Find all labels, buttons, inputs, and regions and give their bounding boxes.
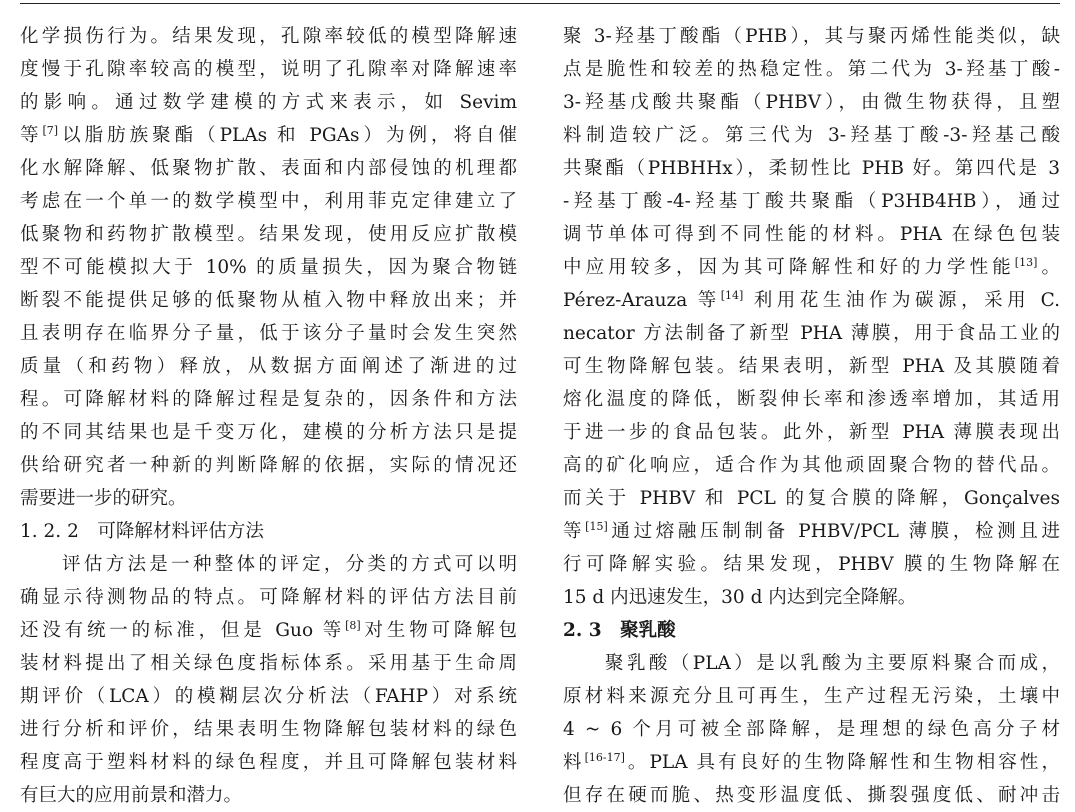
text-line <box>563 482 1060 515</box>
line-text: -羟基丁酸-4-羟基丁酸共聚酯（P3HB4HB），通过 <box>563 191 1060 212</box>
line-text: necator 方法制备了新型 PHA 薄膜，用于食品工业的 <box>563 323 1060 344</box>
citation-ref: [7] <box>42 124 59 137</box>
line-text: 料 <box>563 752 585 773</box>
line-text: 装材料提出了相关绿色度指标体系。采用基于生命周 <box>20 653 517 674</box>
text-line <box>563 119 1060 152</box>
line-text: 等 <box>563 521 586 542</box>
right-column <box>563 20 1060 812</box>
citation-ref: [13] <box>1014 256 1038 269</box>
text-line <box>20 548 517 581</box>
line-text: 型不可能模拟大于 10% 的质量损失，因为聚合物链 <box>20 257 517 278</box>
text-line <box>563 86 1060 119</box>
line-text: 且表明存在临界分子量，低于该分子量时会发生突然 <box>20 323 517 344</box>
line-text: 还没有统一的标准，但是 Guo 等 <box>20 620 346 641</box>
section-heading <box>563 614 1060 647</box>
line-text: 等 <box>20 125 43 146</box>
section-heading <box>20 515 517 548</box>
text-line <box>20 119 517 152</box>
text-line <box>563 251 1060 284</box>
line-text: 行可降解实验。结果发现，PHBV 膜的生物降解在 <box>563 554 1060 575</box>
text-line <box>563 152 1060 185</box>
left-column <box>20 20 517 812</box>
text-line <box>563 515 1060 548</box>
text-line <box>20 350 517 383</box>
line-text: 聚乳酸（PLA）是以乳酸为主要原料聚合而成， <box>605 653 1060 674</box>
text-line <box>20 449 517 482</box>
text-line <box>20 152 517 185</box>
line-text: 可生物降解包装。结果表明，新型 PHA 及其膜随着 <box>563 356 1060 377</box>
line-text: 原材料来源充分且可再生，生产过程无污染，土壤中 <box>563 686 1060 707</box>
text-line <box>563 581 1060 614</box>
line-text: 通过熔融压制制备 PHBV/PCL 薄膜，检测且进 <box>607 521 1060 542</box>
line-text: 于进一步的食品包装。此外，新型 PHA 薄膜表现出 <box>563 422 1060 443</box>
line-text: 化水解降解、低聚物扩散、表面和内部侵蚀的机理都 <box>20 158 517 179</box>
text-line <box>563 383 1060 416</box>
citation-ref: [15] <box>585 520 608 533</box>
text-line <box>20 20 517 53</box>
text-line <box>20 482 517 515</box>
text-line <box>20 779 517 812</box>
text-line <box>563 449 1060 482</box>
line-text: 进行分析和评价，结果表明生物降解包装材料的绿色 <box>20 719 517 740</box>
line-text: 低聚物和药物扩散模型。结果发现，使用反应扩散模 <box>20 224 517 245</box>
citation-ref: [16-17] <box>584 751 625 764</box>
line-text: 点是脆性和较差的热稳定性。第二代为 3-羟基丁酸- <box>563 59 1060 80</box>
line-text: 程。可降解材料的降解过程是复杂的，因条件和方法 <box>20 389 517 410</box>
text-line <box>20 746 517 779</box>
line-text: 确显示待测物品的特点。可降解材料的评估方法目前 <box>20 587 517 608</box>
text-line <box>563 746 1060 779</box>
text-line <box>20 53 517 86</box>
line-text: 化学损伤行为。结果发现，孔隙率较低的模型降解速 <box>20 26 517 47</box>
text-line <box>20 383 517 416</box>
text-line <box>20 284 517 317</box>
line-text: 断裂不能提供足够的低聚物从植入物中释放出来；并 <box>20 290 517 311</box>
text-line <box>563 185 1060 218</box>
line-text: 质量（和药物）释放，从数据方面阐述了渐进的过 <box>20 356 517 377</box>
line-text: 。PLA 具有良好的生物降解性和生物相容性， <box>624 752 1060 773</box>
text-line <box>20 680 517 713</box>
line-text: 考虑在一个单一的数学模型中，利用菲克定律建立了 <box>20 191 517 212</box>
text-line <box>20 86 517 119</box>
text-line <box>20 251 517 284</box>
text-line <box>563 713 1060 746</box>
line-text: 度慢于孔隙率较高的模型，说明了孔隙率对降解速率 <box>20 59 517 80</box>
text-line <box>563 53 1060 86</box>
line-text: 高的矿化响应，适合作为其他顽固聚合物的替代品。 <box>563 455 1060 476</box>
line-text: 4 ~ 6 个月可被全部降解，是理想的绿色高分子材 <box>563 719 1060 740</box>
line-text: 中应用较多，因为其可降解性和好的力学性能 <box>563 257 1015 278</box>
line-text: 。 <box>1037 257 1060 278</box>
text-line <box>563 20 1060 53</box>
line-text: 共聚酯（PHBHHx），柔韧性比 PHB 好。第四代是 3 <box>563 158 1060 179</box>
line-text: 但存在硬而脆、热变形温度低、撕裂强度低、耐冲击 <box>563 785 1060 806</box>
line-text: 程度高于塑料材料的绿色程度，并且可降解包装材料 <box>20 752 517 773</box>
line-text: 供给研究者一种新的判断降解的依据，实际的情况还 <box>20 455 517 476</box>
line-text: 有巨大的应用前景和潜力。 <box>20 785 243 806</box>
text-line <box>20 218 517 251</box>
text-line <box>20 614 517 647</box>
line-text: 而关于 PHBV 和 PCL 的复合膜的降解，Gonçalves <box>563 488 1060 509</box>
line-text: 2. 3 聚乳酸 <box>563 620 676 641</box>
line-text: Pérez-Arauza 等 <box>563 290 721 311</box>
line-text: 调节单体可得到不同性能的材料。PHA 在绿色包装 <box>563 224 1060 245</box>
citation-ref: [14] <box>720 289 744 302</box>
line-text: 的不同其结果也是千变万化，建模的分析方法只是提 <box>20 422 517 443</box>
line-text: 期评价（LCA）的模糊层次分析法（FAHP）对系统 <box>20 686 517 707</box>
line-text: 熔化温度的降低，断裂伸长率和渗透率增加，其适用 <box>563 389 1060 410</box>
text-line <box>563 284 1060 317</box>
line-text: 需要进一步的研究。 <box>20 488 187 509</box>
text-line <box>563 647 1060 680</box>
line-text: 15 d 内迅速发生，30 d 内达到完全降解。 <box>563 587 917 608</box>
line-text: 的影响。通过数学建模的方式来表示，如 Sevim <box>20 92 517 113</box>
line-text: 聚 3-羟基丁酸酯（PHB），其与聚丙烯性能类似，缺 <box>563 26 1060 47</box>
line-text: 以脂肪族聚酯（PLAs 和 PGAs）为例，将自催 <box>58 125 517 146</box>
text-line <box>20 713 517 746</box>
line-text: 1. 2. 2 可降解材料评估方法 <box>20 521 264 542</box>
text-line <box>563 416 1060 449</box>
line-text: 料制造较广泛。第三代为 3-羟基丁酸-3-羟基己酸 <box>563 125 1060 146</box>
text-line <box>20 185 517 218</box>
text-line <box>563 779 1060 812</box>
line-text: 3-羟基戊酸共聚酯（PHBV），由微生物获得，且塑 <box>563 92 1060 113</box>
text-line <box>20 416 517 449</box>
text-line <box>20 317 517 350</box>
text-line <box>20 581 517 614</box>
text-line <box>563 680 1060 713</box>
line-text: 利用花生油作为碳源，采用 C. <box>743 290 1060 311</box>
text-line <box>563 350 1060 383</box>
line-text: 评估方法是一种整体的评定，分类的方式可以明 <box>62 554 517 575</box>
text-line <box>20 647 517 680</box>
text-line <box>563 218 1060 251</box>
text-line <box>563 548 1060 581</box>
line-text: 对生物可降解包 <box>360 620 517 641</box>
citation-ref: [8] <box>345 619 361 632</box>
top-rule <box>20 3 1060 4</box>
text-line <box>563 317 1060 350</box>
